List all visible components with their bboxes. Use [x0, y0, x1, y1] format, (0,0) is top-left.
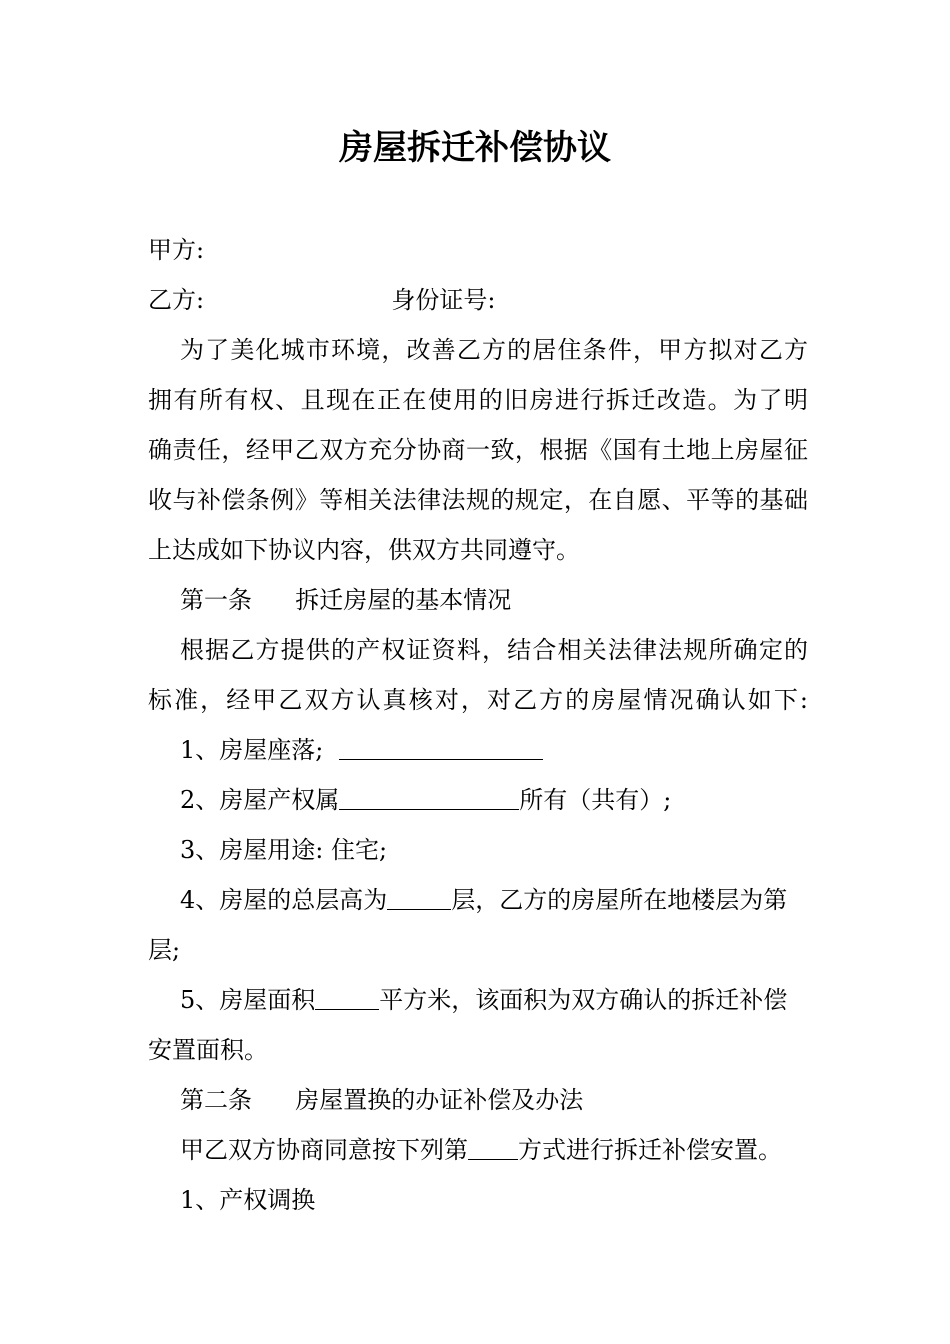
- article-1-item-5-continued: 安置面积。: [148, 1036, 268, 1064]
- article-1-basis-line-2: 标准，经甲乙双方认真核对，对乙方的房屋情况确认如下:: [148, 686, 808, 714]
- item-4-prefix: 4、房屋的总层高为: [180, 886, 388, 914]
- article-1-number: 第一条: [180, 586, 252, 614]
- location-blank: [339, 733, 543, 760]
- item-2-prefix: 2、房屋产权属: [180, 786, 340, 814]
- article-2-agreement: [180, 1130, 840, 1170]
- article-1-item-3: 3、房屋用途: 住宅;: [180, 836, 388, 864]
- total-floors-blank: [387, 883, 451, 910]
- owner-blank: [339, 783, 519, 810]
- area-blank: [315, 983, 379, 1010]
- intro-line-1: 为了美化城市环境，改善乙方的居住条件，甲方拟对乙方: [180, 336, 808, 364]
- article-1-item-4-continued: 层;: [148, 936, 181, 964]
- article-2-item-1: 1、产权调换: [180, 1186, 316, 1214]
- item-4-suffix: 层，乙方的房屋所在地楼层为第: [451, 886, 788, 914]
- item-5-prefix: 5、房屋面积: [180, 986, 316, 1014]
- intro-line-4: 收与补偿条例》等相关法律法规的规定，在自愿、平等的基础: [148, 486, 808, 514]
- article-1-item-2: [180, 780, 840, 820]
- party-a-label: 甲方:: [148, 236, 205, 264]
- party-a-line: [148, 230, 808, 270]
- article-1-basis-line-1: 根据乙方提供的产权证资料，结合相关法律法规所确定的: [180, 636, 808, 664]
- article-2-title: 房屋置换的办证补偿及办法: [295, 1086, 584, 1114]
- item-1-label: 1、房屋座落;: [180, 736, 324, 764]
- method-blank: [468, 1133, 518, 1160]
- party-b-line: [148, 280, 808, 320]
- agreement-suffix: 方式进行拆迁补偿安置。: [518, 1136, 782, 1164]
- article-1-title: 拆迁房屋的基本情况: [295, 586, 512, 614]
- item-2-suffix: 所有（共有）;: [519, 786, 672, 814]
- intro-line-2: 拥有所有权、且现在正在使用的旧房进行拆迁改造。为了明: [148, 386, 808, 414]
- article-1-item-1: [180, 730, 840, 770]
- agreement-prefix: 甲乙双方协商同意按下列第: [180, 1136, 468, 1164]
- party-b-label: 乙方:: [148, 286, 205, 314]
- item-5-suffix: 平方米，该面积为双方确认的拆迁补偿: [379, 986, 788, 1014]
- article-2-number: 第二条: [180, 1086, 252, 1114]
- article-2-heading: [180, 1080, 840, 1120]
- document-title: 房屋拆迁补偿协议: [339, 128, 611, 168]
- intro-line-3: 确责任，经甲乙双方充分协商一致，根据《国有土地上房屋征: [148, 436, 808, 464]
- article-1-heading: [180, 580, 840, 620]
- id-number-label: 身份证号:: [391, 286, 496, 314]
- intro-line-5: 上达成如下协议内容，供双方共同遵守。: [148, 536, 580, 564]
- article-1-item-5: [180, 980, 840, 1020]
- article-1-item-4: [180, 880, 840, 920]
